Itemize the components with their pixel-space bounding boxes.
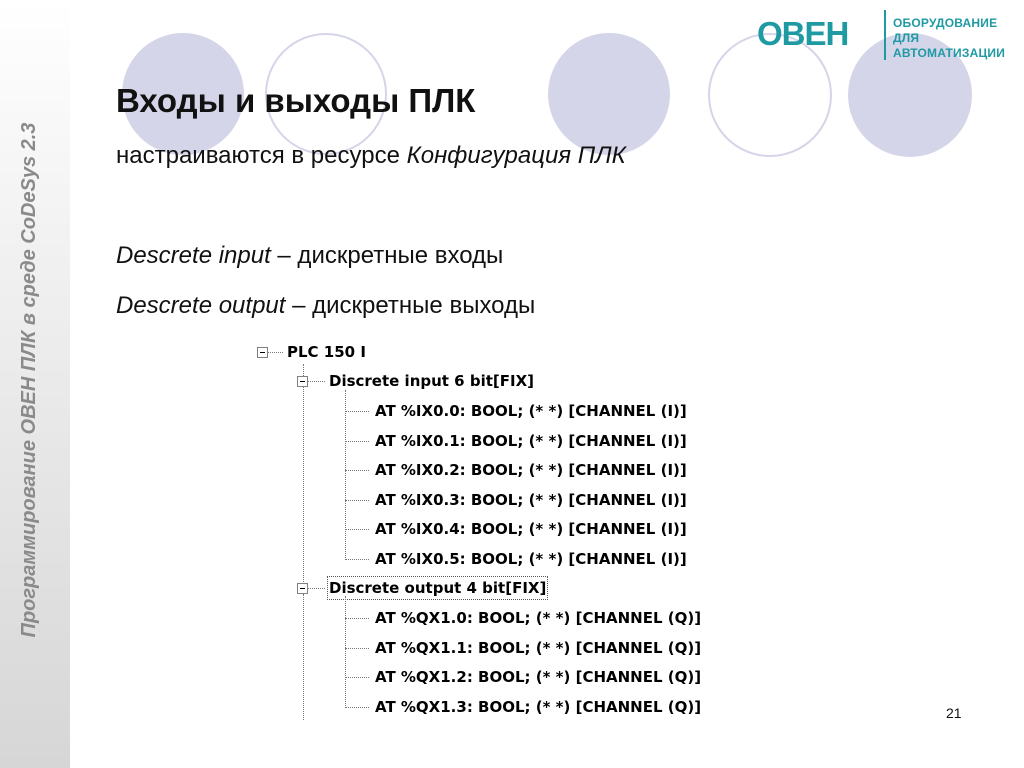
logo-tagline-line2: ДЛЯ АВТОМАТИЗАЦИИ (893, 31, 1006, 60)
logo-tagline-line1: ОБОРУДОВАНИЕ (893, 16, 998, 30)
desc-input (116, 242, 503, 270)
tree-connector (345, 390, 346, 558)
tree-node-root[interactable]: PLC 150 I (287, 343, 366, 361)
side-caption: Программирование ОВЕН ПЛК в среде CoDeSys 2.3 (18, 122, 40, 638)
tree-connector (268, 352, 283, 353)
tree-connector (345, 529, 369, 530)
root-collapse-toggle[interactable] (257, 347, 268, 358)
tree-connector (308, 588, 325, 589)
tree-connector (345, 648, 369, 649)
tree-connector (345, 500, 369, 501)
slide-subtitle (116, 142, 626, 170)
page-number: 21 (946, 705, 962, 721)
input-channel-item[interactable]: AT %IX0.1: BOOL; (* *) [CHANNEL (I)] (375, 431, 687, 450)
tree-connector (303, 364, 304, 594)
logo-tagline (893, 16, 1009, 61)
input-group-collapse-toggle[interactable] (297, 376, 308, 387)
subtitle-italic: Конфигурация ПЛК (406, 142, 626, 169)
tree-node-output-group[interactable]: Discrete output 4 bit[FIX] (329, 579, 547, 597)
input-channel-item[interactable]: AT %IX0.4: BOOL; (* *) [CHANNEL (I)] (375, 520, 687, 538)
tree-connector (345, 707, 369, 708)
tree-connector (303, 594, 304, 720)
input-channel-item[interactable]: AT %IX0.5: BOOL; (* *) [CHANNEL (I)] (375, 549, 687, 568)
input-channel-item[interactable]: AT %IX0.3: BOOL; (* *) [CHANNEL (I)] (375, 490, 687, 509)
logo-wordmark: OBEH (757, 15, 849, 52)
input-channel-item[interactable]: AT %IX0.0: BOOL; (* *) [CHANNEL (I)] (375, 402, 687, 420)
plc-config-tree[interactable] (255, 338, 735, 723)
logo-separator (884, 10, 886, 60)
tree-connector (345, 470, 369, 471)
desc-output-term: Descrete output (116, 292, 286, 319)
desc-output (116, 292, 535, 320)
decor-circle-3 (548, 33, 670, 155)
output-group-collapse-toggle[interactable] (297, 583, 308, 594)
oven-logo (757, 10, 1009, 60)
desc-input-text: – дискретные входы (270, 242, 504, 269)
output-channel-item[interactable]: AT %QX1.1: BOOL; (* *) [CHANNEL (Q)] (375, 638, 702, 657)
subtitle-plain: настраиваются в ресурсе (116, 142, 407, 169)
tree-connector (345, 677, 369, 678)
tree-connector (345, 441, 369, 442)
tree-connector (345, 618, 369, 619)
tree-connector (308, 381, 325, 382)
output-channel-item[interactable]: AT %QX1.0: BOOL; (* *) [CHANNEL (Q)] (375, 609, 702, 627)
tree-connector (345, 411, 369, 412)
desc-input-term: Descrete input (116, 242, 271, 269)
tree-connector (345, 559, 369, 560)
slide-title: Входы и выходы ПЛК (116, 82, 476, 119)
tree-node-input-group[interactable]: Discrete input 6 bit[FIX] (329, 372, 534, 390)
output-channel-item[interactable]: AT %QX1.3: BOOL; (* *) [CHANNEL (Q)] (375, 697, 702, 716)
tree-connector (345, 596, 346, 706)
output-channel-item[interactable]: AT %QX1.2: BOOL; (* *) [CHANNEL (Q)] (375, 668, 702, 686)
desc-output-text: – дискретные выходы (285, 292, 536, 319)
input-channel-item[interactable]: AT %IX0.2: BOOL; (* *) [CHANNEL (I)] (375, 461, 687, 479)
